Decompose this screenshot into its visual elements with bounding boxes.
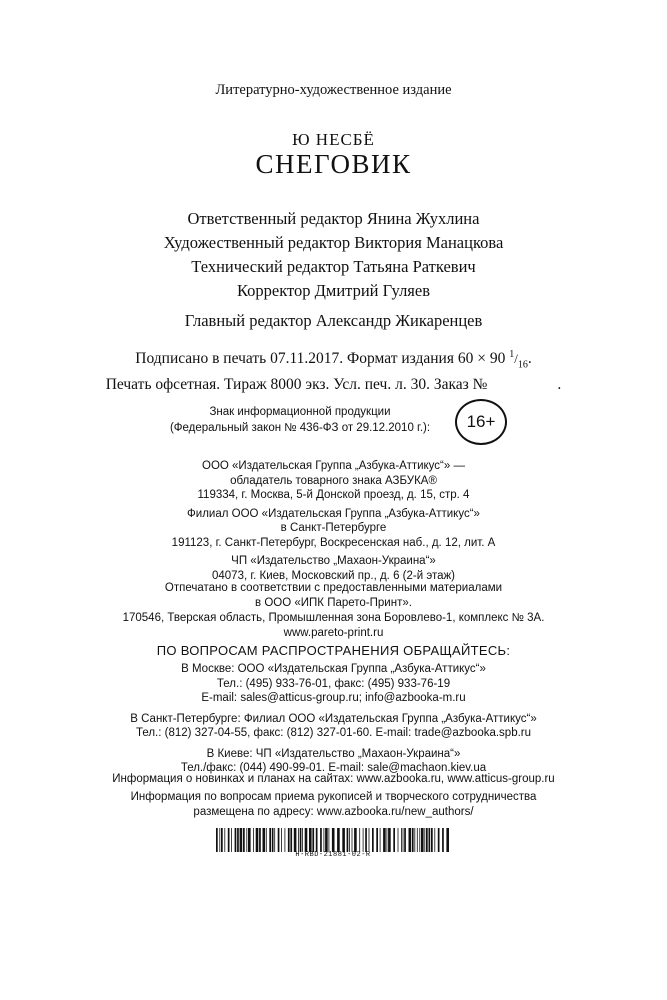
spb-contact-line: Тел.: (812) 327-04-55, факс: (812) 327-01-60. E-mail: trade@azbooka.spb.ru [135,727,532,739]
publisher-line: ЧП «Издательство „Махаон-Украина“» [231,555,436,567]
kiev-contact-line: Тел./факс: (044) 490-99-01. E-mail: sale@machaon.kiev.ua [180,762,487,774]
barcode-bar [388,828,391,852]
printer-line: 170546, Тверская область, Промышленная зона Боровлево-1, комплекс № 3А. [122,612,545,624]
printer-line: в ООО «ИПК Парето-Принт». [255,597,412,609]
info-line: Информация о новинках и планах на сайтах: www.azbooka.ru, www.atticus-group.ru [112,773,555,785]
barcode-bar [263,828,266,852]
barcode-bar [316,828,318,852]
barcode-bar [266,828,267,852]
barcode-bar [387,828,388,852]
barcode-bar [376,828,378,852]
barcode-bar [442,828,444,852]
print-details [0,345,667,395]
barcode-bar [302,828,303,852]
barcode-bar [352,828,353,852]
print-line-1: Подписано в печать 07.11.2017. Формат издания 60 × 90 $^1/_{16}$. [135,349,532,371]
moscow-contact-line: E-mail: sales@atticus-group.ru; info@azbooka-m.ru [201,692,466,704]
barcode-bar [305,828,308,852]
barcode-bar [248,828,251,852]
age-rating-label [150,404,450,436]
barcode-bar [363,828,364,852]
barcode-bar [259,828,261,852]
printer-line: Отпечатано в соответствии с предоставленными материалами [164,582,503,594]
barcode-bar [278,828,280,852]
publisher-line: обладатель товарного знака АЗБУКА® [230,474,437,487]
barcode-bar [285,828,286,852]
barcode-bar [324,828,325,852]
barcode-bar [417,828,418,852]
format-fraction-numerator: 1 [509,349,515,360]
barcode-bar [365,828,367,852]
barcode-text: Н-RBD-21881-02-R [295,851,371,859]
info-line: Информация по вопросам приема рукописей и творческого сотрудничества [130,791,537,803]
barcode-bar [253,828,254,852]
info-line: размещена по адресу: www.azbooka.ru/new_authors/ [193,806,474,818]
barcode-bar [429,828,431,852]
barcode-bar [329,828,330,852]
barcode-bar [290,828,292,852]
barcode-bar [320,828,322,852]
barcode-bar [243,828,245,852]
barcode-bar [294,828,297,852]
printer-website: www.pareto-print.ru [283,627,384,639]
publisher-block [0,459,667,583]
kiev-contact-line: В Киеве: ЧП «Издательство „Махаон-Украина“» [206,747,461,760]
barcode-bar [281,828,282,852]
barcode-bar [403,828,404,852]
barcode-bar [412,828,414,852]
barcode-bar [272,828,274,852]
barcode-bar [298,828,299,852]
barcode-bar [409,828,412,852]
moscow-contact-line: Тел.: (495) 933-76-01, факс: (495) 933-76-19 [216,677,451,690]
barcode-bar [401,828,402,852]
barcode-bar [228,828,230,852]
age-rating-label-line: Знак информационной продукции [209,406,391,418]
barcode-bar [235,828,237,852]
barcode-bar [224,828,225,852]
barcode-bar [219,828,220,852]
barcode-bar [274,828,275,852]
barcode-bar [419,828,420,852]
barcode-bar [312,828,314,852]
barcode-bar [431,828,433,852]
publisher-line: 191123, г. Санкт-Петербург, Воскресенская наб., д. 12, лит. А [171,536,496,549]
barcode-bar [369,828,370,852]
staff-line: Технический редактор Татьяна Раткевич [191,257,476,276]
info-block [0,772,667,820]
staff-line: Корректор Дмитрий Гуляев [236,281,431,300]
barcode-bar [347,828,349,852]
barcode-bar [342,828,345,852]
barcode-bar [438,828,440,852]
barcode-bar [269,828,271,852]
barcode-bar [383,828,386,852]
staff-line: Ответственный редактор Янина Жухлина [187,209,480,228]
age-rating-badge: 16+ [455,399,507,445]
moscow-contact-line: В Москве: ООО «Издательская Группа „Азбука-Аттикус“» [181,663,486,675]
publisher-line: Филиал ООО «Издательская Группа „Азбука-Аттикус“» [187,507,480,520]
barcode-bar [332,828,335,852]
barcode-bar [446,828,449,852]
publisher-line: ООО «Издательская Группа „Азбука-Аттикус“» — [202,460,465,472]
staff-line: Художественный редактор Виктория Манацкова [163,233,504,252]
barcode-bar [216,828,218,852]
publisher-line: в Санкт-Петербурге [280,522,387,534]
barcode-bar [337,828,340,852]
barcode-bar [426,828,428,852]
barcode-bar [231,828,232,852]
distribution-title: ПО ВОПРОСАМ РАСПРОСТРАНЕНИЯ ОБРАЩАЙТЕСЬ: [156,643,511,658]
barcode-bar [424,828,425,852]
barcode-image [215,828,451,852]
fraction-slash: / [514,351,518,367]
barcode-bar [398,828,399,852]
barcode-bar [434,828,435,852]
chief-editor: Главный редактор Александр Жикаренцев [184,311,483,330]
print-line-2: Печать офсетная. Тираж 8000 экз. Усл. печ. л. 30. Заказ № . [105,376,562,394]
barcode-bar [372,828,374,852]
print-run-text: Печать офсетная. Тираж 8000 экз. Усл. печ. л. 30. Заказ № [105,376,488,394]
barcode-bar [309,828,312,852]
barcode-bar [221,828,223,852]
barcode-bar [414,828,415,852]
barcode-bar [354,828,357,852]
barcode-bar [359,828,360,852]
barcode-bar [300,828,302,852]
barcode-bar [325,828,328,852]
barcode-bar [349,828,350,852]
barcode-bar [380,828,381,852]
barcode-bar [256,828,259,852]
barcode-bar [237,828,239,852]
format-fraction-denominator: 16 [517,359,528,371]
edition-type: Литературно-художественное издание [215,82,452,98]
editorial-staff [0,207,667,303]
barcode-bar [240,828,243,852]
publisher-line: 04073, г. Киев, Московский пр., д. 6 (2-й этаж) [211,569,456,582]
barcode-bar [246,828,247,852]
barcode-bar [288,828,290,852]
printer-block [0,581,667,641]
barcode-bar [393,828,395,852]
publisher-line: 119334, г. Москва, 5-й Донской проезд, д. 15, стр. 4 [197,489,470,501]
book-author: Ю НЕСБЁ [292,130,375,149]
barcode-bar [404,828,406,852]
distribution-contacts [0,662,667,776]
print-format-text: Подписано в печать 07.11.2017. Формат издания 60 × 90 [135,350,506,368]
age-rating-label-line: (Федеральный закон № 436-ФЗ от 29.12.2010 г.): [169,422,431,434]
barcode-bar [421,828,424,852]
spb-contact-line: В Санкт-Петербурге: Филиал ООО «Издательская Группа „Азбука-Аттикус“» [130,712,537,725]
book-title: СНЕГОВИК [255,149,412,179]
